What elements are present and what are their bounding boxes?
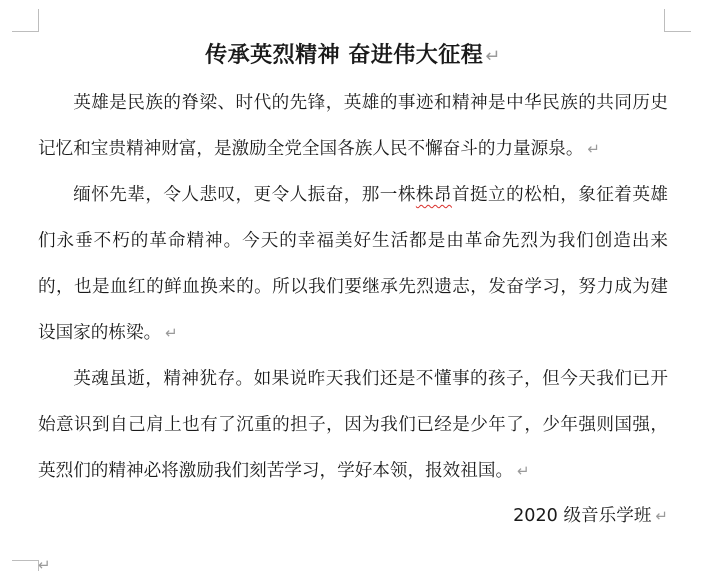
crop-mark-top-right [664, 9, 691, 32]
document-page[interactable] [38, 34, 668, 538]
spelling-flagged-word[interactable]: 株昂 [415, 185, 452, 205]
paragraph-3-text[interactable]: 英魂虽逝，精神犹存。如果说昨天我们还是不懂事的孩子，但今天我们已开始意识到自己肩上也有了沉重的担子，因为我们已经是少年了，少年强则国强，英烈们的精神必将激励我们刻苦学习，学好本领，报效祖国。 [38, 369, 668, 481]
crop-mark-bottom-left [12, 560, 39, 571]
signature[interactable] [38, 494, 668, 538]
signature-text[interactable]: 2020 级音乐学班 [513, 506, 652, 526]
paragraph-mark-icon: ↵ [517, 462, 530, 480]
paragraph-mark-icon: ↵ [38, 556, 51, 574]
paragraph-mark-icon: ↵ [485, 46, 501, 67]
paragraph-mark-icon: ↵ [165, 324, 178, 342]
paragraph-2-text-before[interactable]: 缅怀先辈，令人悲叹，更令人振奋，那一株 [73, 185, 416, 205]
paragraph-mark-icon: ↵ [587, 140, 600, 158]
document-title-text[interactable]: 传承英烈精神 奋进伟大征程 [205, 43, 484, 68]
paragraph-3[interactable] [38, 356, 668, 494]
crop-mark-top-left [12, 9, 39, 32]
document-title[interactable] [38, 34, 668, 78]
paragraph-2[interactable] [38, 172, 668, 356]
paragraph-1-text[interactable]: 英雄是民族的脊梁、时代的先锋，英雄的事迹和精神是中华民族的共同历史记忆和宝贵精神财富，是激励全党全国各族人民不懈奋斗的力量源泉。 [38, 93, 668, 159]
paragraph-2-text-after[interactable]: 首挺立的松柏，象征着英雄们永垂不朽的革命精神。今天的幸福美好生活都是由革命先烈为我们创造出来的，也是血红的鲜血换来的。所以我们要继承先烈遗志，发奋学习，努力成为建设国家的栋梁。 [38, 185, 668, 343]
paragraph-mark-icon: ↵ [655, 507, 668, 525]
paragraph-1[interactable] [38, 80, 668, 172]
